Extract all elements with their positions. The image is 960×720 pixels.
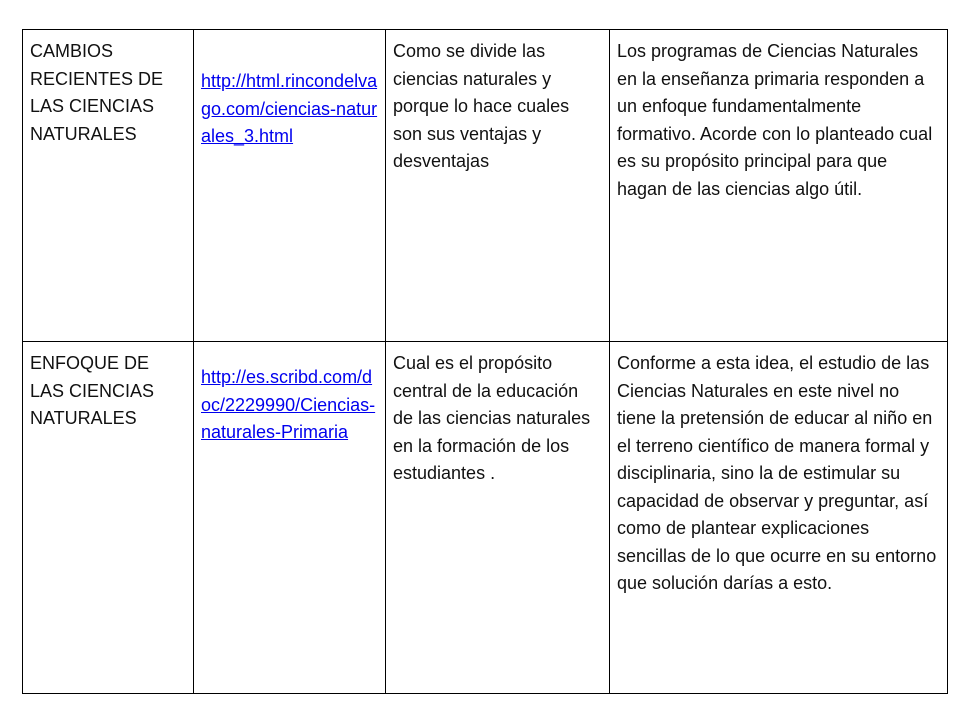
answer-text: Los programas de Ciencias Naturales en la enseñanza primaria responden a un enfoque fundamentalmente formativo. Acorde con lo planteado cual es su propósito principal para que hagan de las ciencias algo útil. [617,41,933,199]
answer-text: Conforme a esta idea, el estudio de las Ciencias Naturales en este nivel no tiene la pretensión de educar al niño en el terreno científico de manera formal y disciplinaria, sino la de estimular su capacidad de observar y preguntar, así como de plantear explicaciones sencillas de lo que ocurre en su entorno que solución darías a esto. [617,353,937,593]
topic-text: CAMBIOS RECIENTES DE LAS CIENCIAS NATURALES [30,41,164,144]
question-text: Como se divide las ciencias naturales y porque lo hace cuales son sus ventajas y desventajas [393,41,570,171]
answer-cell [610,342,948,694]
reference-link[interactable]: http://html.rincondelvago.com/ciencias-naturales_3.html [201,71,378,146]
link-cell [194,342,386,694]
question-cell [386,342,610,694]
topic-text: ENFOQUE DE LAS CIENCIAS NATURALES [30,353,155,428]
link-cell [194,30,386,342]
answer-cell [610,30,948,342]
question-cell [386,30,610,342]
question-text: Cual es el propósito central de la educación de las ciencias naturales en la formación de los estudiantes . [393,353,591,483]
topic-cell [23,342,194,694]
reference-link[interactable]: http://es.scribd.com/doc/2229990/Ciencias-naturales-Primaria [201,367,376,442]
table-row [23,30,948,342]
content-table [22,29,948,694]
table-row [23,342,948,694]
topic-cell [23,30,194,342]
